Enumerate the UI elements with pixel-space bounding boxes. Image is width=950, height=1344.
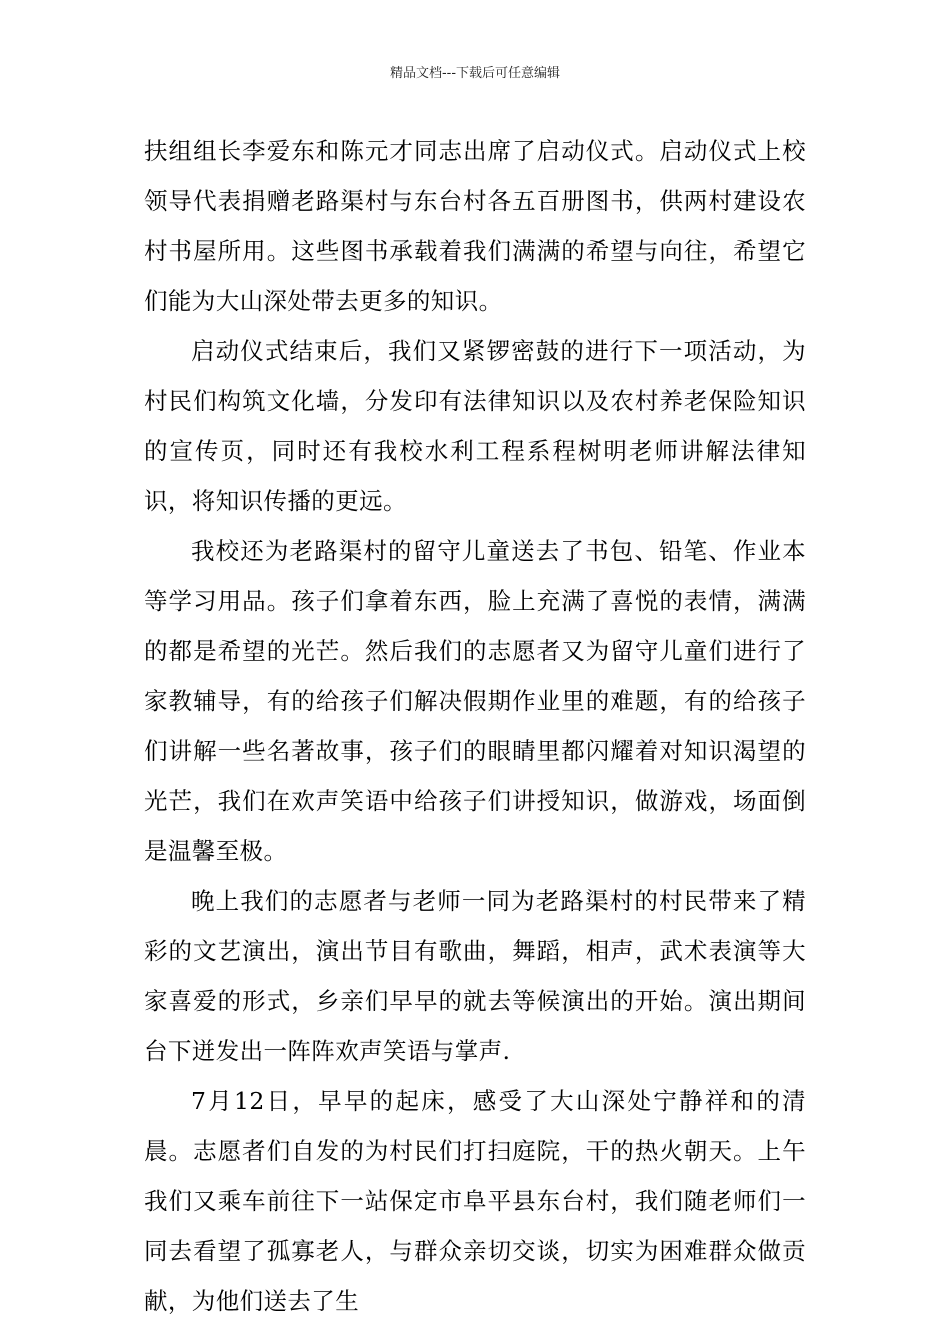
paragraph-1: 扶组组长李爱东和陈元才同志出席了启动仪式。启动仪式上校领导代表捐赠老路渠村与东台村各五百册图书，供两村建设农村书屋所用。这些图书承载着我们满满的希望与向往，希望它们能为大山深处带去更多的知识。: [144, 137, 806, 315]
paragraph-3: 我校还为老路渠村的留守儿童送去了书包、铅笔、作业本等学习用品。孩子们拿着东西，脸上充满了喜悦的表情，满满的都是希望的光芒。然后我们的志愿者又为留守儿童们进行了家教辅导，有的给孩子们解决假期作业里的难题，有的给孩子们讲解一些名著故事，孩子们的眼睛里都闪耀着对知识渴望的光芒，我们在欢声笑语中给孩子们讲授知识，做游戏，场面倒是温馨至极。: [144, 537, 806, 865]
paragraph-4: 晚上我们的志愿者与老师一同为老路渠村的村民带来了精彩的文艺演出，演出节目有歌曲，舞蹈，相声，武术表演等大家喜爱的形式，乡亲们早早的就去等候演出的开始。演出期间台下迸发出一阵阵欢声笑语与掌声.: [144, 887, 806, 1065]
paragraph-2: 启动仪式结束后，我们又紧锣密鼓的进行下一项活动，为村民们构筑文化墙，分发印有法律知识以及农村养老保险知识的宣传页，同时还有我校水利工程系程树明老师讲解法律知识，将知识传播的更远。: [144, 337, 806, 515]
paragraph-5: 7月12日，早早的起床，感受了大山深处宁静祥和的清晨。志愿者们自发的为村民们打扫庭院，干的热火朝天。上午我们又乘车前往下一站保定市阜平县东台村，我们随老师们一同去看望了孤寡老人，与群众亲切交谈，切实为困难群众做贡献，为他们送去了生: [144, 1087, 806, 1315]
page-header: 精品文档---下载后可任意编辑: [389, 66, 561, 81]
document-body: [144, 126, 806, 1326]
